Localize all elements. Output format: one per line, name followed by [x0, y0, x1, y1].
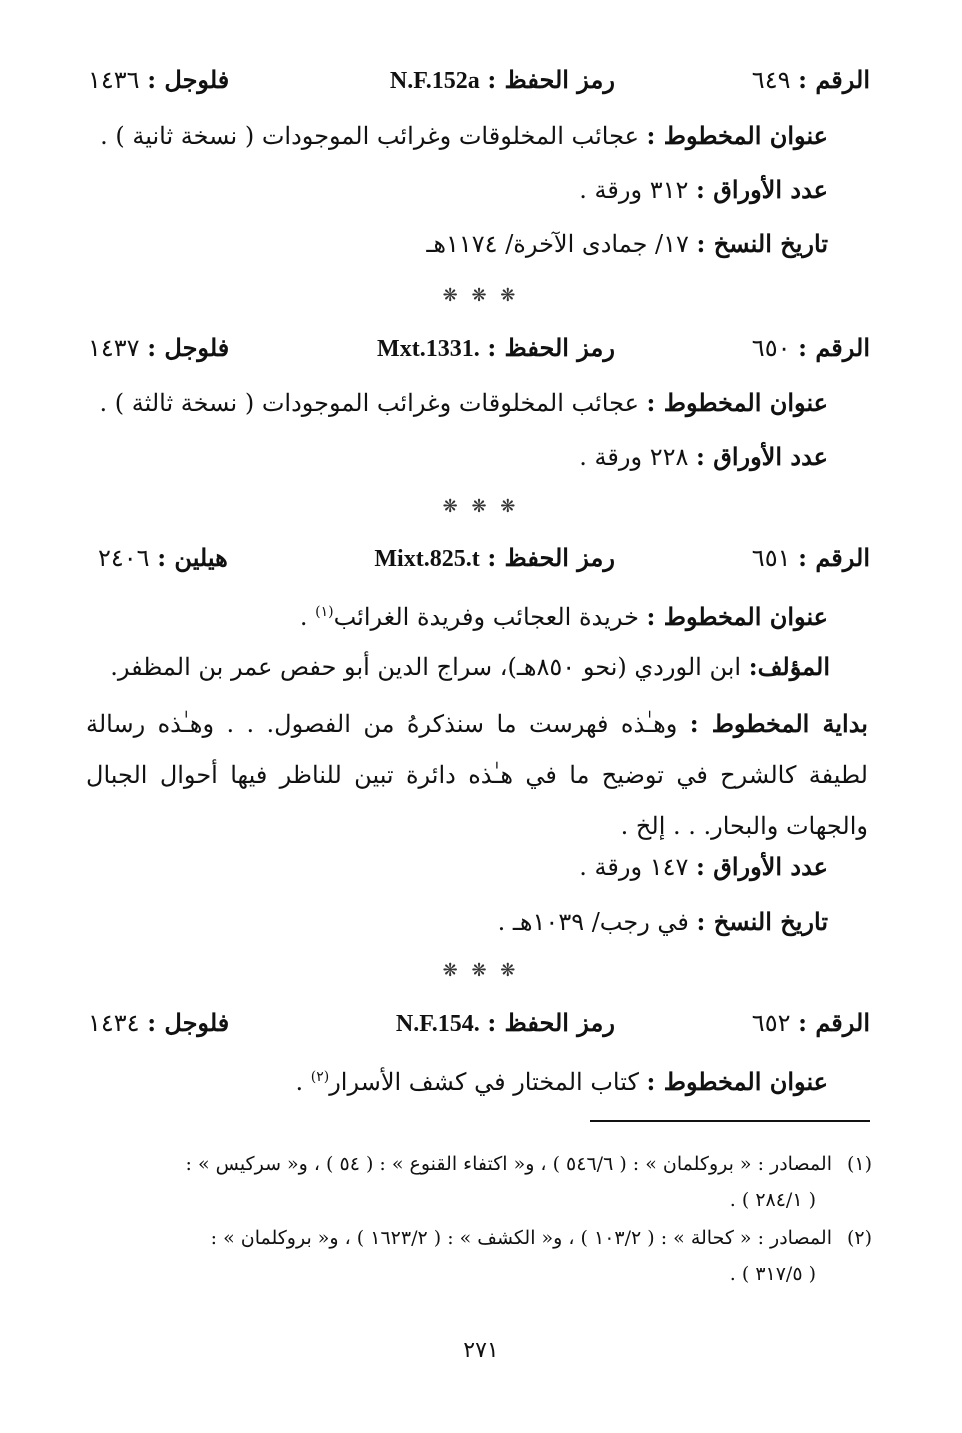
manuscript-title: عنوان المخطوط : عجائب المخلوقات وغرائب الموجودات ( نسخة ثانية ) . [100, 121, 828, 150]
copy-date: تاريخ النسخ : ١٧/ جمادى الآخرة/ ١١٧٤هـ [426, 229, 828, 258]
footnote-rule [590, 1120, 870, 1122]
collection-number: فلوجل : ١٤٣٧ [88, 333, 230, 362]
entry-header-652 [88, 1001, 870, 1045]
leaf-count: عدد الأوراق : ١٤٧ ورقة . [579, 852, 828, 881]
shelfmark: رمز الحفظ : N.F.154. [395, 1008, 615, 1037]
shelfmark: رمز الحفظ : Mixt.825.t [374, 543, 615, 572]
leaf-count: عدد الأوراق : ٣١٢ ورقة . [579, 175, 828, 204]
copy-date: تاريخ النسخ : في رجب/ ١٠٣٩هـ . [497, 907, 828, 936]
entry-number: الرقم : ٦٥١ [751, 543, 870, 572]
footnote-number: (٢) [846, 1227, 872, 1249]
manuscript-title: عنوان المخطوط : عجائب المخلوقات وغرائب الموجودات ( نسخة ثالثة ) . [99, 388, 828, 417]
page-number: ٢٧١ [463, 1338, 499, 1363]
incipit [86, 698, 868, 852]
footnote-ref: (٢) [310, 1069, 330, 1085]
entry-header-649 [88, 58, 870, 102]
shelfmark: رمز الحفظ : Mxt.1331. [377, 333, 615, 362]
footnote-1: (١)المصادر : « بروكلمان » : ( ٥٤٦/٦ ) ، و« اكتفاء القنوع » : ( ٥٤ ) ، و« سركيس » : ( ٢٨٤/١ ) . [86, 1146, 872, 1218]
footnote-2: (٢)المصادر : « كحالة » : ( ١٠٣/٢ ) ، و« الكشف » : ( ١٦٢٣/٢ ) ، و« بروكلمان » : ( ٣١٧/٥ ) . [86, 1220, 872, 1292]
incipit-label: بداية المخطوط : [689, 709, 868, 738]
collection-number: فلوجل : ١٤٣٦ [88, 65, 230, 94]
author: المؤلف: ابن الوردي (نحو ٨٥٠هـ)، سراج الدين أبو حفص عمر بن المظفر. [110, 652, 830, 681]
footnote-ref: (١) [315, 604, 334, 620]
footnote-number: (١) [846, 1153, 872, 1175]
leaf-count: عدد الأوراق : ٢٢٨ ورقة . [579, 442, 828, 471]
section-separator: ❋ ❋ ❋ [442, 960, 520, 981]
collection-number: فلوجل : ١٤٣٤ [88, 1008, 230, 1037]
entry-header-651 [88, 536, 870, 580]
incipit-text: وهـٰذه فهرست ما سنذكرهُ من الفصول. . . وهـٰذه رسالة لطيفة كالشرح في توضيح ما في هـٰذه دائرة تبين للناظر فيها أحوال الجبال والجهات والبحار. . . إلخ . [86, 710, 868, 840]
entry-number: الرقم : ٦٤٩ [751, 65, 870, 94]
section-separator: ❋ ❋ ❋ [442, 285, 520, 306]
manuscript-title: عنوان المخطوط : خريدة العجائب وفريدة الغرائب$^{(١)}$ . [299, 602, 828, 631]
entry-header-650 [88, 326, 870, 370]
section-separator: ❋ ❋ ❋ [442, 496, 520, 517]
entry-number: الرقم : ٦٥٠ [751, 333, 870, 362]
collection-number: هيلين : ٢٤٠٦ [98, 543, 228, 572]
manuscript-title: عنوان المخطوط : كتاب المختار في كشف الأسرار$^{(٢)}$ . [295, 1067, 828, 1096]
entry-number: الرقم : ٦٥٢ [751, 1008, 870, 1037]
shelfmark: رمز الحفظ : N.F.152a [389, 65, 615, 94]
